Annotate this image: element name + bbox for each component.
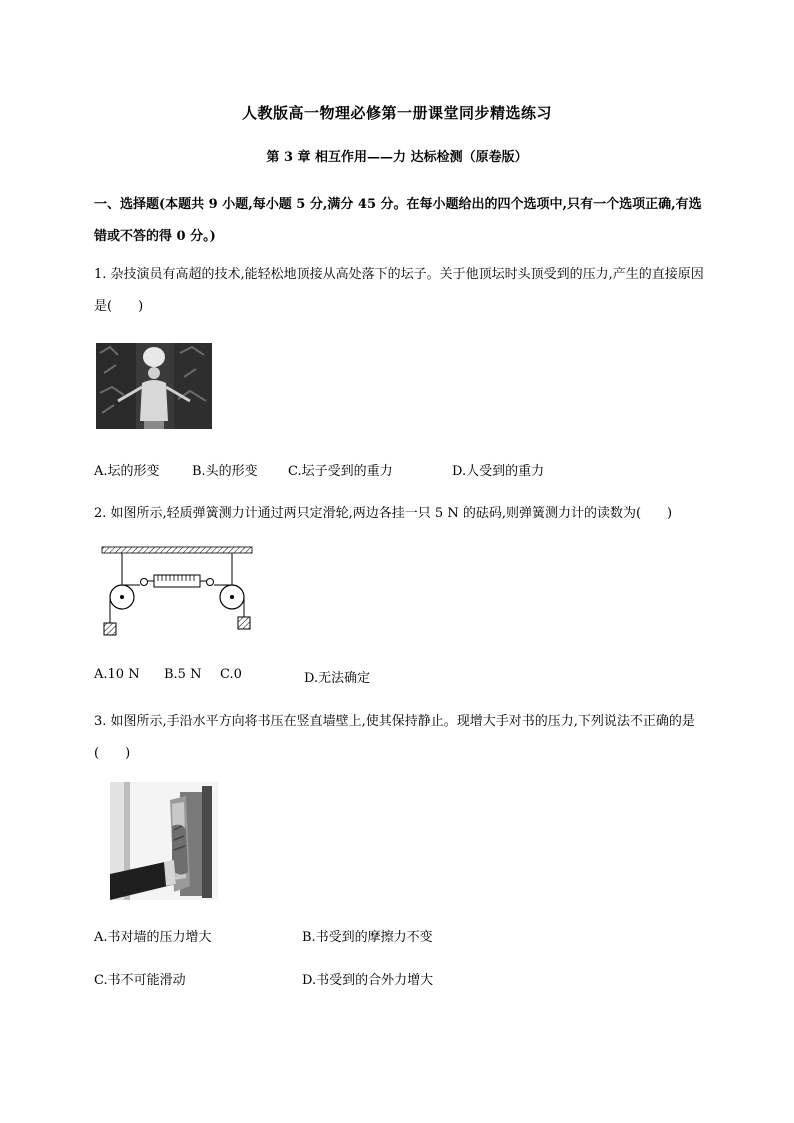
spring-scale-pulley-diagram	[100, 545, 256, 639]
question-2-options	[94, 667, 714, 687]
q2-option-d[interactable]: D.无法确定	[304, 671, 371, 686]
q1-option-d[interactable]: D.人受到的重力	[452, 464, 545, 479]
question-1-stem: 1. 杂技演员有高超的技术,能轻松地顶接从高处落下的坛子。关于他顶坛时头顶受到的压力,产生的直接原因是( )	[94, 267, 704, 314]
question-1-options	[94, 460, 714, 480]
q2-option-a[interactable]: A.10 N	[94, 667, 140, 682]
question-3-stem: 3. 如图所示,手沿水平方向将书压在竖直墙壁上,使其保持静止。现增大手对书的压力,下列说法不正确的是( )	[94, 714, 695, 761]
q3-option-d[interactable]: D.书受到的合外力增大	[302, 973, 434, 988]
q2-option-c[interactable]: C.0	[220, 667, 242, 682]
q3-option-a[interactable]: A.书对墙的压力增大	[94, 930, 212, 945]
q1-option-c[interactable]: C.坛子受到的重力	[288, 464, 393, 479]
question-2-stem: 2. 如图所示,轻质弹簧测力计通过两只定滑轮,两边各挂一只 5 N 的砝码,则弹簧测力计的读数为( )	[94, 506, 673, 521]
q2-option-b[interactable]: B.5 N	[164, 667, 202, 682]
q1-option-b[interactable]: B.头的形变	[192, 464, 258, 479]
q1-option-a[interactable]: A.坛的形变	[94, 464, 160, 479]
q3-option-c[interactable]: C.书不可能滑动	[94, 973, 186, 988]
hand-pressing-book-photo	[110, 782, 218, 900]
document-title: 人教版高一物理必修第一册课堂同步精选练习	[241, 104, 552, 122]
chapter-subtitle: 第 3 章 相互作用——力 达标检测（原卷版）	[266, 150, 528, 165]
q3-option-b[interactable]: B.书受到的摩擦力不变	[302, 930, 433, 945]
question-3-options-row-2	[94, 969, 714, 989]
section-heading: 一、选择题(本题共 9 小题,每小题 5 分,满分 45 分。在每小题给出的四个选项中,只有一个选项正确,有选错或不答的得 0 分。)	[94, 197, 702, 244]
question-3-options-row-1	[94, 926, 714, 946]
acrobat-photo	[96, 343, 212, 429]
